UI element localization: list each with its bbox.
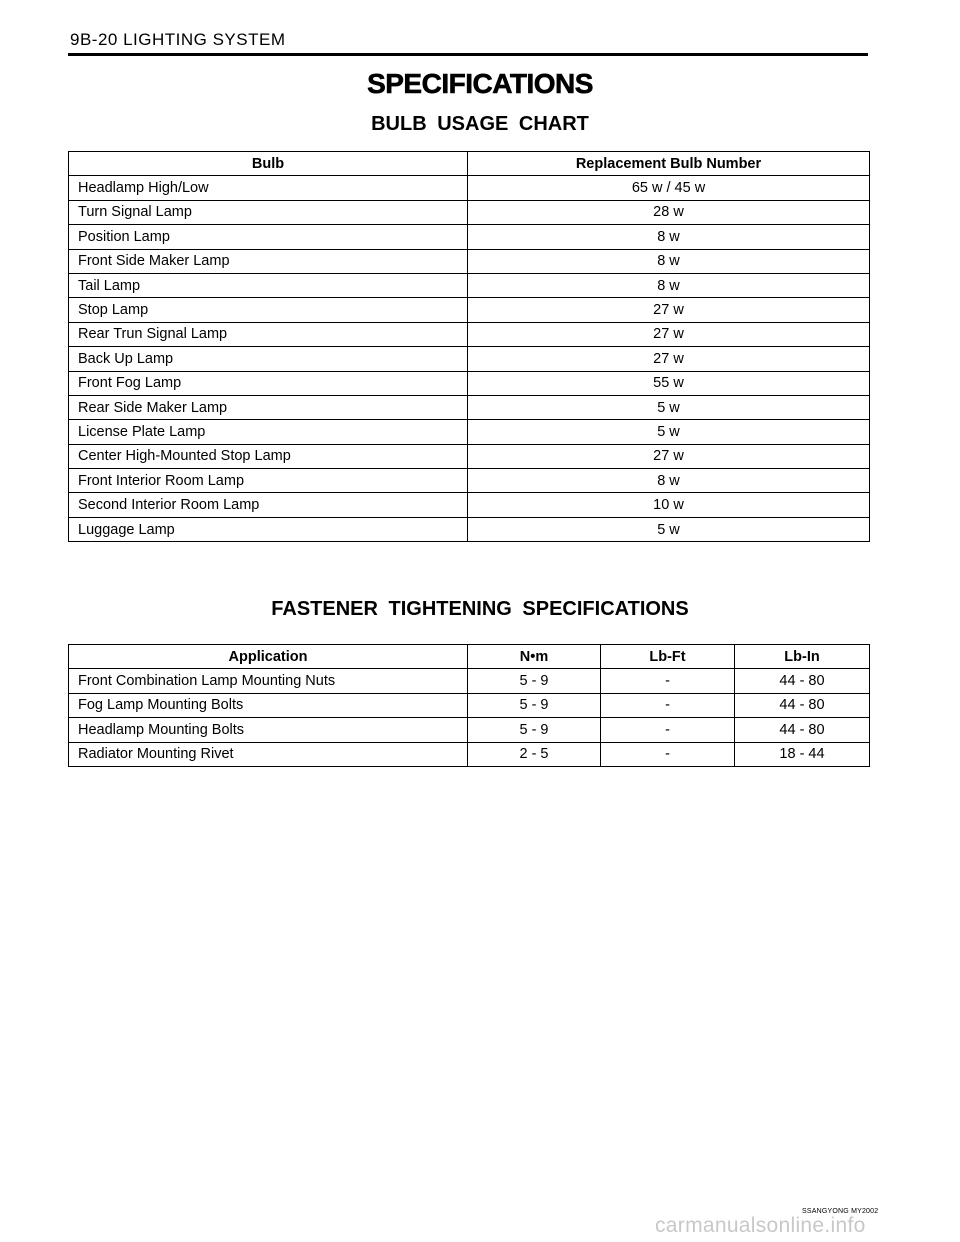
table-row (69, 693, 870, 717)
bulb-wattage-cell: 27 w (468, 322, 870, 346)
table-row (69, 517, 870, 541)
bulb-name-cell: Tail Lamp (69, 273, 468, 297)
table-header-row (69, 152, 870, 176)
bulb-wattage-cell: 5 w (468, 420, 870, 444)
bulb-wattage-cell: 8 w (468, 273, 870, 297)
application-cell: Headlamp Mounting Bolts (69, 718, 468, 742)
table-row (69, 444, 870, 468)
bulb-name-cell: Luggage Lamp (69, 517, 468, 541)
page-title: SPECIFICATIONS (367, 68, 593, 99)
bulb-name-cell: Back Up Lamp (69, 347, 468, 371)
bulb-wattage-cell: 65 w / 45 w (468, 176, 870, 200)
torque-lbft-cell: - (601, 742, 735, 766)
page-header: 9B-20 LIGHTING SYSTEM (70, 30, 286, 49)
table-header-row (69, 645, 870, 669)
column-header-lbin: Lb-In (735, 645, 870, 669)
table-row (69, 395, 870, 419)
column-header-bulb: Bulb (69, 152, 468, 176)
table-row (69, 371, 870, 395)
bulb-name-cell: Rear Side Maker Lamp (69, 395, 468, 419)
table-row (69, 493, 870, 517)
torque-lbin-cell: 18 - 44 (735, 742, 870, 766)
bulb-chart-title: BULB USAGE CHART (371, 113, 589, 135)
bulb-wattage-cell: 8 w (468, 225, 870, 249)
column-header-application: Application (69, 645, 468, 669)
bulb-wattage-cell: 27 w (468, 444, 870, 468)
column-header-lbft: Lb-Ft (601, 645, 735, 669)
table-row (69, 420, 870, 444)
table-row (69, 322, 870, 346)
table-row (69, 469, 870, 493)
table-row (69, 742, 870, 766)
footer-model-mark: SSANGYONG MY2002 (802, 1208, 879, 1215)
bulb-name-cell: Front Fog Lamp (69, 371, 468, 395)
torque-nm-cell: 5 - 9 (468, 693, 601, 717)
table-row (69, 200, 870, 224)
table-row (69, 225, 870, 249)
torque-lbft-cell: - (601, 718, 735, 742)
fastener-spec-table (68, 644, 870, 767)
table-row (69, 347, 870, 371)
bulb-wattage-cell: 28 w (468, 200, 870, 224)
column-header-nm: N•m (468, 645, 601, 669)
bulb-wattage-cell: 27 w (468, 298, 870, 322)
bulb-name-cell: Headlamp High/Low (69, 176, 468, 200)
table-row (69, 273, 870, 297)
table-row (69, 669, 870, 693)
bulb-usage-table (68, 151, 870, 542)
bulb-name-cell: Stop Lamp (69, 298, 468, 322)
bulb-name-cell: Second Interior Room Lamp (69, 493, 468, 517)
bulb-name-cell: Turn Signal Lamp (69, 200, 468, 224)
application-cell: Front Combination Lamp Mounting Nuts (69, 669, 468, 693)
torque-lbin-cell: 44 - 80 (735, 718, 870, 742)
torque-nm-cell: 5 - 9 (468, 718, 601, 742)
bulb-name-cell: Rear Trun Signal Lamp (69, 322, 468, 346)
application-cell: Fog Lamp Mounting Bolts (69, 693, 468, 717)
table-row (69, 298, 870, 322)
application-cell: Radiator Mounting Rivet (69, 742, 468, 766)
bulb-wattage-cell: 5 w (468, 395, 870, 419)
watermark: carmanualsonline.info (655, 1214, 866, 1237)
bulb-wattage-cell: 27 w (468, 347, 870, 371)
torque-nm-cell: 2 - 5 (468, 742, 601, 766)
bulb-wattage-cell: 5 w (468, 517, 870, 541)
torque-lbft-cell: - (601, 693, 735, 717)
bulb-wattage-cell: 10 w (468, 493, 870, 517)
bulb-name-cell: Center High-Mounted Stop Lamp (69, 444, 468, 468)
torque-lbin-cell: 44 - 80 (735, 669, 870, 693)
table-row (69, 718, 870, 742)
bulb-name-cell: Front Interior Room Lamp (69, 469, 468, 493)
bulb-name-cell: Position Lamp (69, 225, 468, 249)
torque-nm-cell: 5 - 9 (468, 669, 601, 693)
table-row (69, 249, 870, 273)
bulb-wattage-cell: 8 w (468, 249, 870, 273)
header-rule (68, 53, 868, 56)
torque-lbin-cell: 44 - 80 (735, 693, 870, 717)
bulb-name-cell: License Plate Lamp (69, 420, 468, 444)
torque-lbft-cell: - (601, 669, 735, 693)
table-row (69, 176, 870, 200)
bulb-name-cell: Front Side Maker Lamp (69, 249, 468, 273)
bulb-wattage-cell: 55 w (468, 371, 870, 395)
fastener-title: FASTENER TIGHTENING SPECIFICATIONS (271, 598, 689, 620)
column-header-replacement: Replacement Bulb Number (468, 152, 870, 176)
bulb-wattage-cell: 8 w (468, 469, 870, 493)
